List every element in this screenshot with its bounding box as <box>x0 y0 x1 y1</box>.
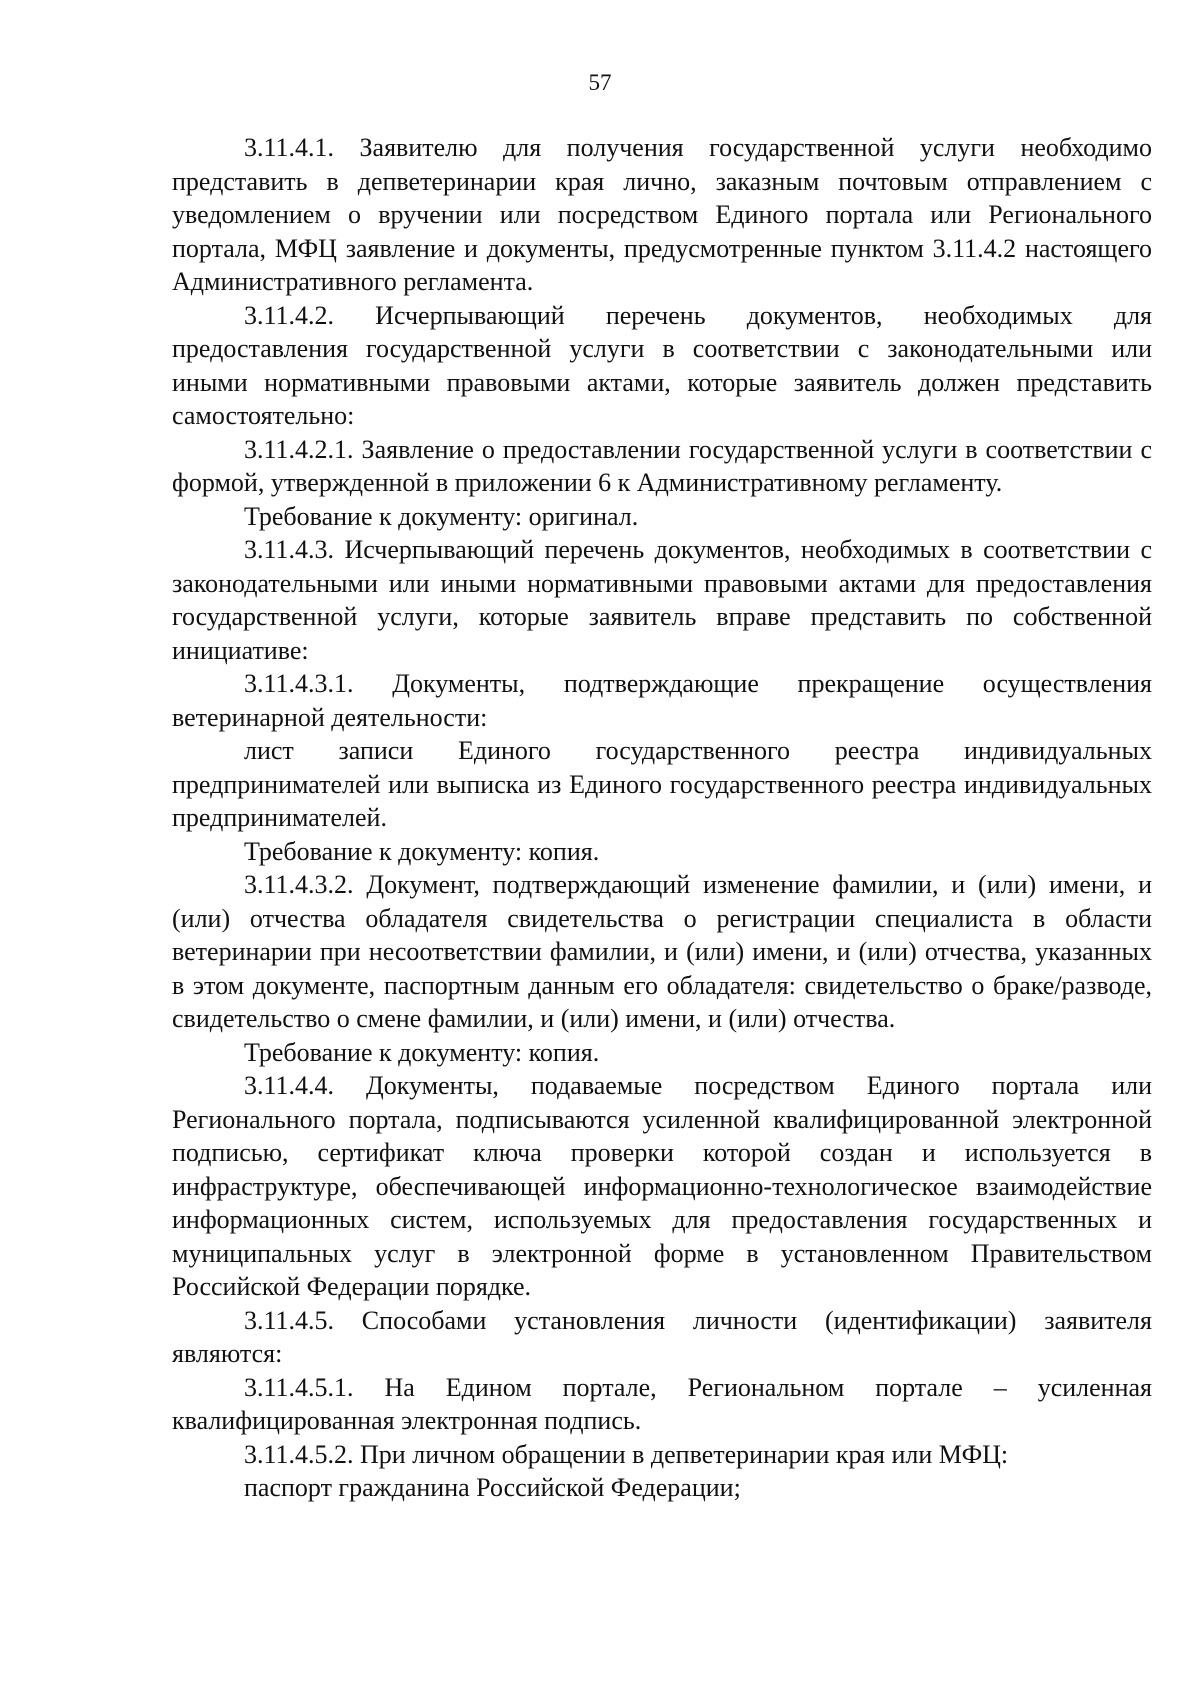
paragraph-3-11-4-4: 3.11.4.4. Документы, подаваемые посредством Единого портала или Регионального портала, подписываются усиленной квалифицированной электронной подписью, сертификат ключа проверки которой создан и используется в инфраструктуре, обеспечивающей информационно-технологическое взаимодействие информационных систем, используемых для предоставления государственных и муниципальных услуг в электронной форме в установленном Правительством Российской Федерации порядке. <box>172 1071 1152 1301</box>
paragraph-passport: паспорт гражданина Российской Федерации; <box>244 1473 741 1502</box>
paragraph-3-11-4-5-1: 3.11.4.5.1. На Едином портале, Региональном портале – усиленная квалифицированная электронная подпись. <box>172 1372 1152 1435</box>
document-body <box>172 131 1152 1505</box>
page-number: 57 <box>588 70 612 95</box>
paragraph-requirement-copy-2: Требование к документу: копия. <box>244 1037 600 1067</box>
paragraph-3-11-4-5: 3.11.4.5. Способами установления личности (идентификации) заявителя являются: <box>172 1305 1152 1368</box>
paragraph-3-11-4-2-1: 3.11.4.2.1. Заявление о предоставлении государственной услуги в соответствии с формой, утвержденной в приложении 6 к Административному регламенту. <box>172 434 1152 497</box>
paragraph-3-11-4-3-2: 3.11.4.3.2. Документ, подтверждающий изменение фамилии, и (или) имени, и (или) отчества обладателя свидетельства о регистрации специалиста в области ветеринарии при несоответствии фамилии, и (или) имени, и (или) отчества, указанных в этом документе, паспортным данным его обладателя: свидетельство о браке/разводе, свидетельство о смене фамилии, и (или) имени, и (или) отчества. <box>172 870 1152 1033</box>
paragraph-requirement-copy-1: Требование к документу: копия. <box>244 836 600 866</box>
paragraph-3-11-4-2: 3.11.4.2. Исчерпывающий перечень документов, необходимых для предоставления государственной услуги в соответствии с законодательными или иными нормативными правовыми актами, которые заявитель должен представить самостоятельно: <box>172 300 1152 430</box>
paragraph-3-11-4-3-1: 3.11.4.3.1. Документы, подтверждающие прекращение осуществления ветеринарной деятельности: <box>172 669 1152 732</box>
paragraph-requirement-original: Требование к документу: оригинал. <box>244 501 639 531</box>
paragraph-3-11-4-5-2: 3.11.4.5.2. При личном обращении в депветеринарии края или МФЦ: <box>244 1439 1009 1469</box>
paragraph-registry-sheet: лист записи Единого государственного реестра индивидуальных предпринимателей или выписка из Единого государственного реестра индивидуальных предпринимателей. <box>172 736 1152 832</box>
paragraph-3-11-4-1: 3.11.4.1. Заявителю для получения государственной услуги необходимо представить в депветеринарии края лично, заказным почтовым отправлением с уведомлением о вручении или посредством Единого портала или Регионального портала, МФЦ заявление и документы, предусмотренные пунктом 3.11.4.2 настоящего Административного регламента. <box>172 133 1152 296</box>
paragraph-3-11-4-3: 3.11.4.3. Исчерпывающий перечень документов, необходимых в соответствии с законодательными или иными нормативными правовыми актами для предоставления государственной услуги, которые заявитель вправе представить по собственной инициативе: <box>172 535 1152 665</box>
